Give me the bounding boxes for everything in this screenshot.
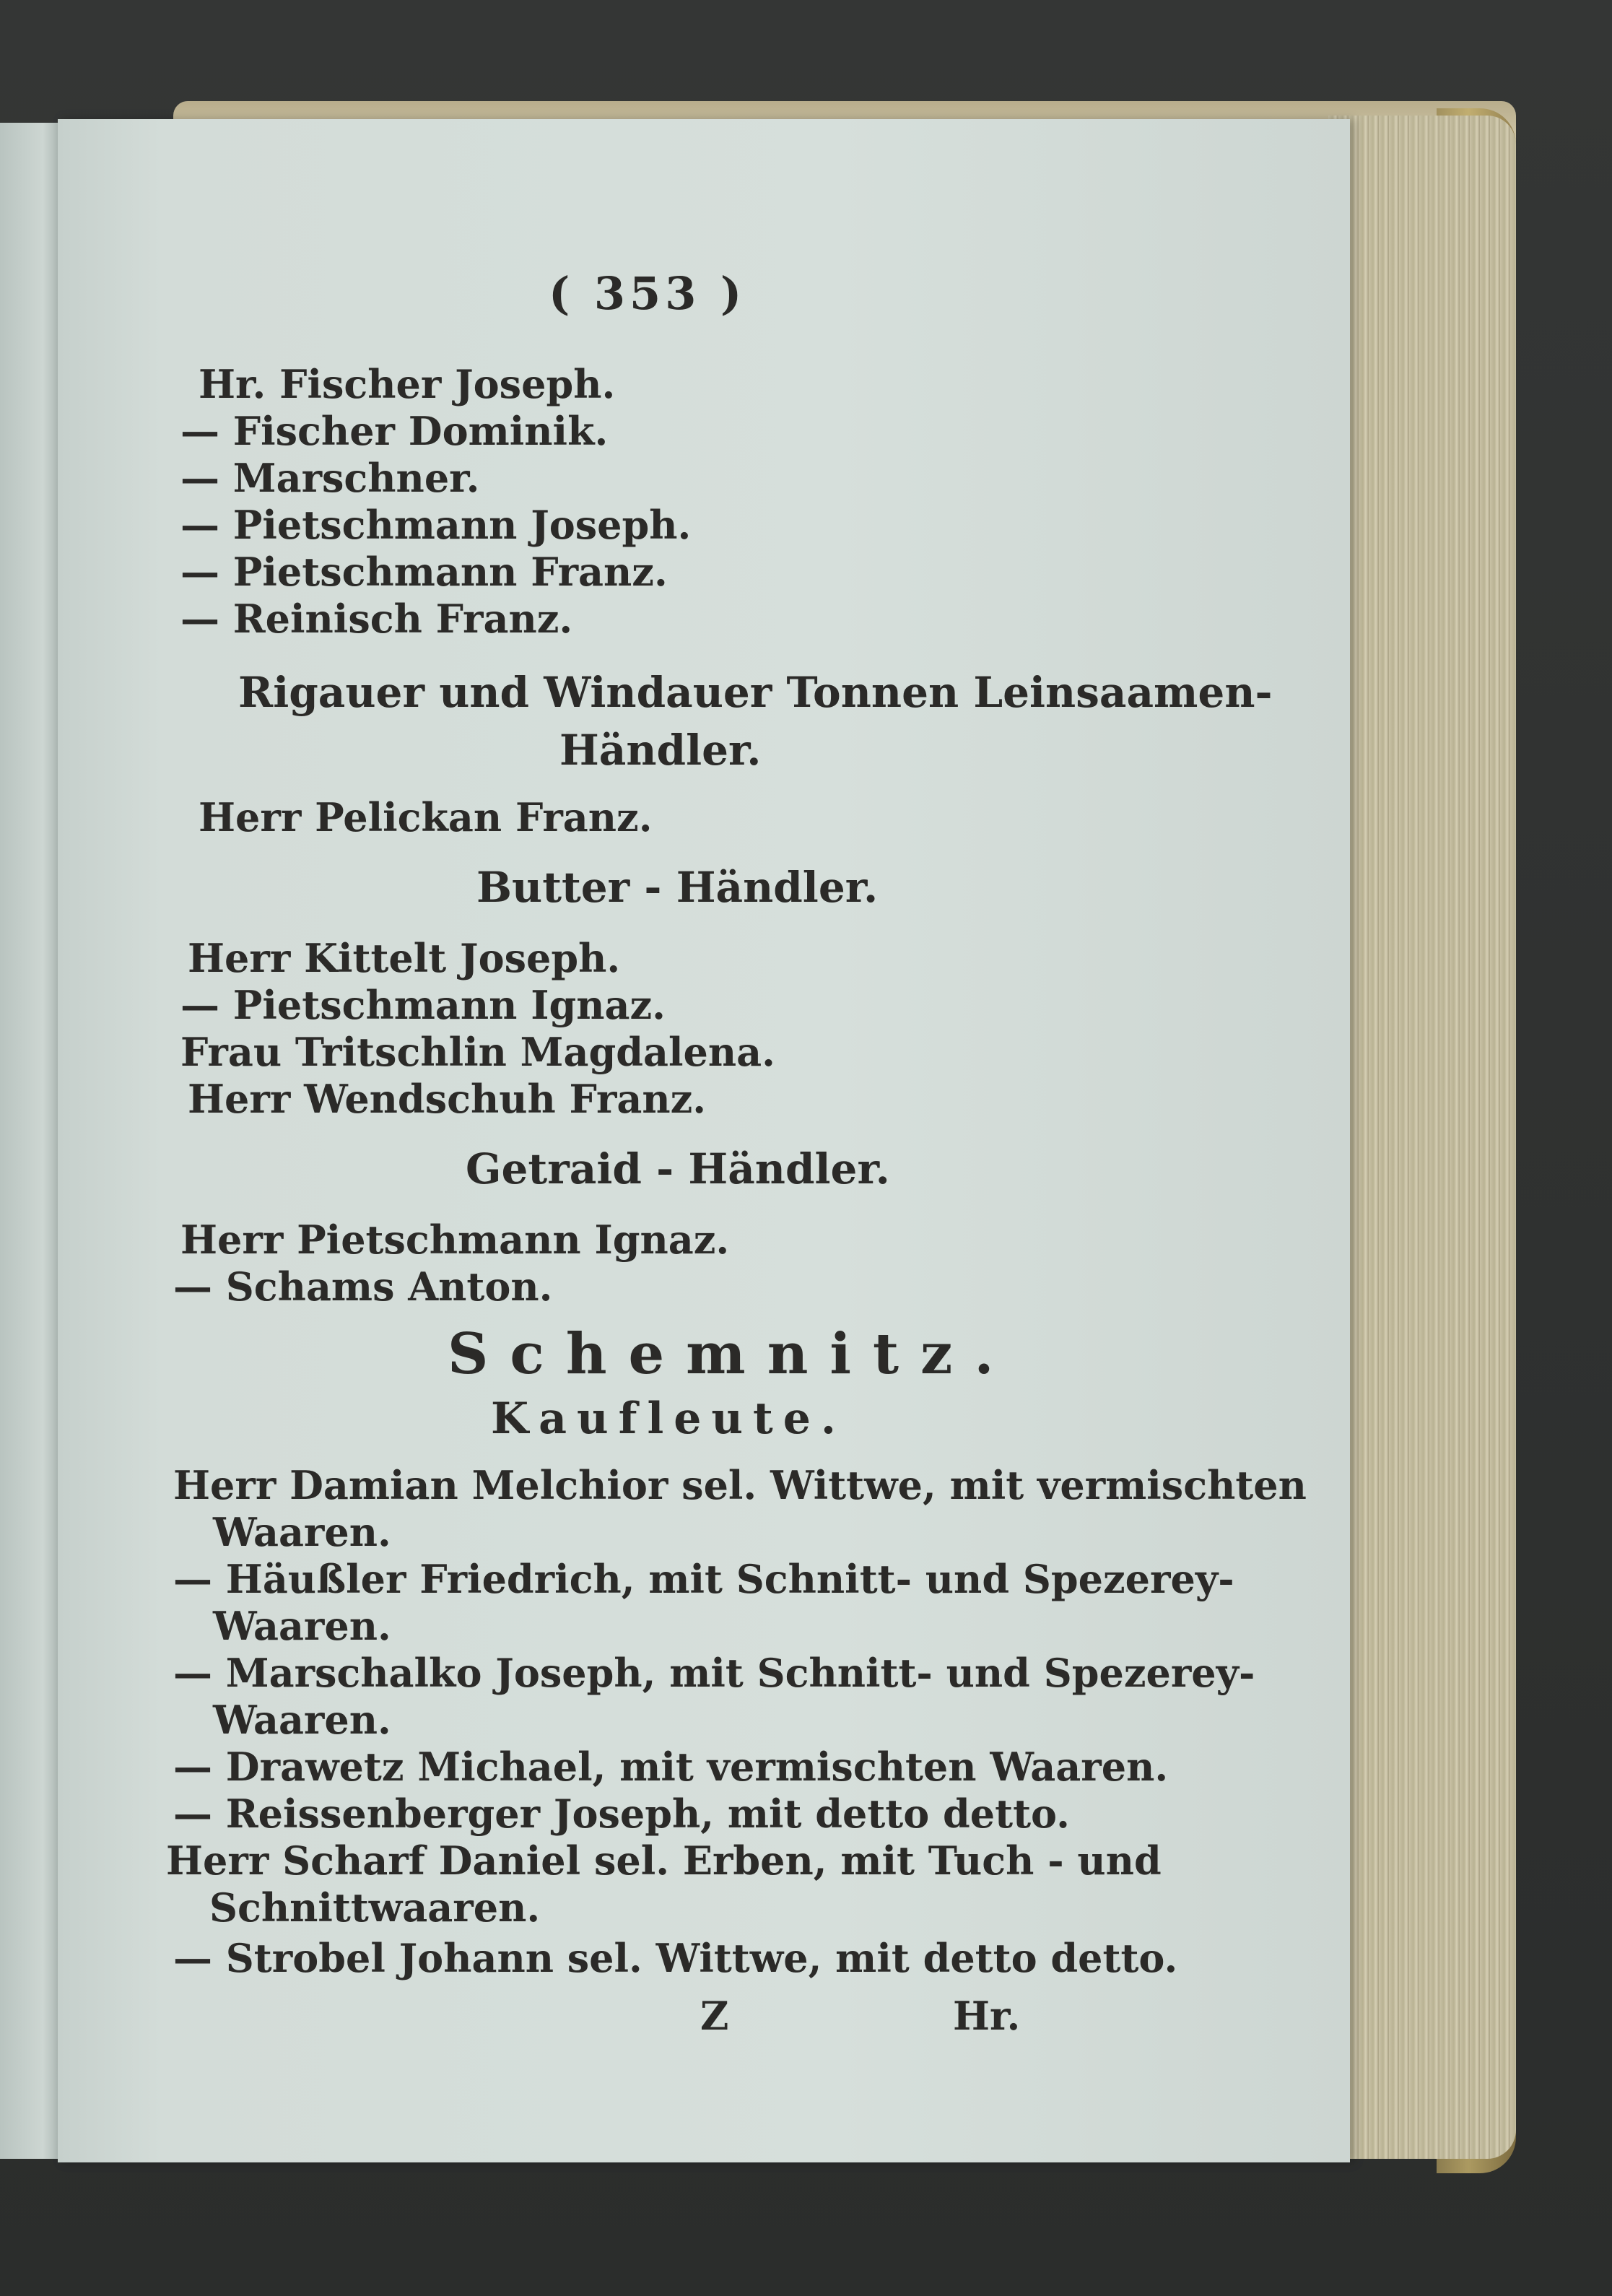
section-heading-cont: Händler.: [559, 726, 762, 775]
page-number: ( 353 ): [549, 267, 746, 320]
section-heading: Rigauer und Windauer Tonnen Leinsaamen-: [238, 668, 1273, 717]
entry-line: — Strobel Johann sel. Wittwe, mit detto detto.: [173, 1935, 1178, 1981]
entry-line: — Pietschmann Ignaz.: [180, 982, 666, 1028]
signature-mark: Z: [700, 1993, 729, 2039]
entry-line: — Drawetz Michael, mit vermischten Waaren.: [173, 1744, 1169, 1790]
entry-line: — Marschner.: [180, 455, 480, 501]
entry-line: — Marschalko Joseph, mit Schnitt- und Spezerey-: [173, 1650, 1255, 1696]
entry-line: Herr Pietschmann Ignaz.: [180, 1217, 730, 1263]
entry-line: — Fischer Dominik.: [180, 408, 609, 454]
entry-line: — Schams Anton.: [173, 1264, 553, 1310]
catchword: Hr.: [953, 1993, 1021, 2039]
left-facing-page: [0, 123, 61, 2159]
entry-line: Frau Tritschlin Magdalena.: [180, 1029, 775, 1075]
entry-line: Schnittwaaren.: [209, 1884, 541, 1931]
town-heading: Schemnitz.: [448, 1321, 1016, 1387]
section-heading: Butter - Händler.: [476, 863, 879, 912]
entry-line: — Reissenberger Joseph, mit detto detto.: [173, 1791, 1070, 1837]
book-page-edges: [1328, 116, 1516, 2159]
section-heading: Getraid - Händler.: [466, 1144, 890, 1193]
entry-line: — Pietschmann Joseph.: [180, 502, 692, 548]
book-page: [58, 119, 1350, 2162]
entry-line: Herr Scharf Daniel sel. Erben, mit Tuch - und: [166, 1838, 1162, 1884]
entry-line: Hr. Fischer Joseph.: [199, 361, 616, 407]
entry-line: Herr Wendschuh Franz.: [188, 1076, 707, 1122]
entry-line: Herr Pelickan Franz.: [199, 794, 653, 840]
entry-line: Waaren.: [213, 1697, 391, 1743]
subheading-kaufleute: Kaufleute.: [491, 1393, 846, 1444]
entry-line: Herr Damian Melchior sel. Wittwe, mit vermischten: [173, 1462, 1307, 1508]
entry-line: Waaren.: [213, 1509, 391, 1555]
entry-line: — Reinisch Franz.: [180, 596, 573, 642]
entry-line: Herr Kittelt Joseph.: [188, 935, 621, 981]
entry-line: — Pietschmann Franz.: [180, 549, 668, 595]
entry-line: — Häußler Friedrich, mit Schnitt- und Spezerey-: [173, 1556, 1234, 1602]
entry-line: Waaren.: [213, 1603, 391, 1649]
